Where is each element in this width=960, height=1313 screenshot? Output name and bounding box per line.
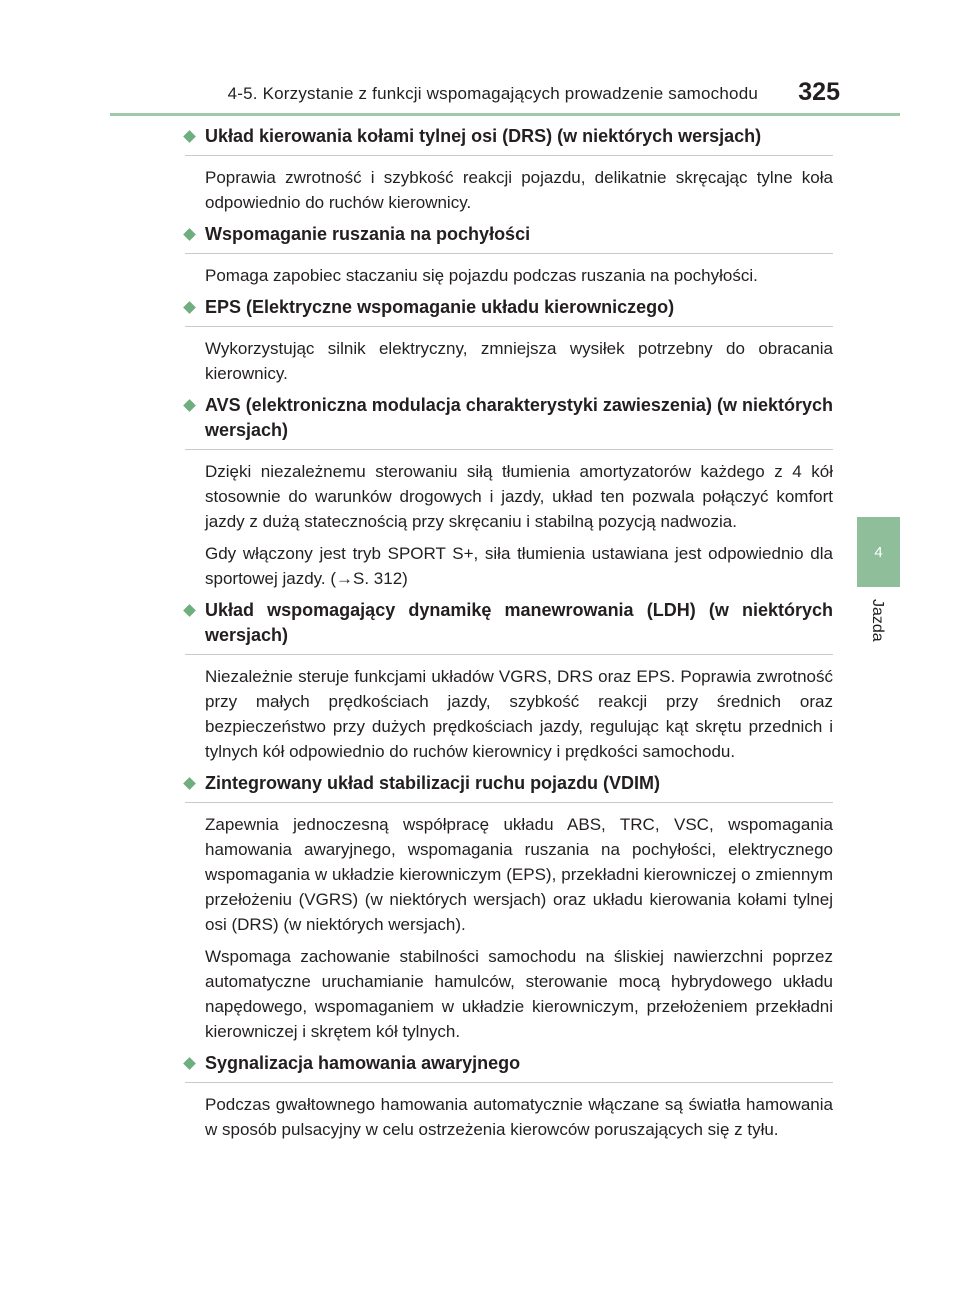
section-paragraph: Wykorzystując silnik elektryczny, zmniejsza wysiłek potrzebny do obracania kierownicy. xyxy=(205,339,833,383)
header-divider xyxy=(110,113,900,116)
section-drs xyxy=(185,124,833,215)
section-heading-text: EPS (Elektryczne wspomaganie układu kierowniczego) xyxy=(205,297,675,317)
section-paragraph: Wspomaga zachowanie stabilności samochodu na śliskiej nawierzchni poprzez automatyczne uruchamianie hamulców, sterowanie mocą hybrydowego układu napędowego, wspomaganiem w układzie kierowniczym, przełożeniem przekładni kierowniczej i skrętem kół tylnych. xyxy=(205,947,833,1041)
section-heading xyxy=(185,771,833,803)
section-paragraph: Niezależnie steruje funkcjami układów VGRS, DRS oraz EPS. Poprawia zwrotność przy małych prędkościach jazdy, szybkość reakcji przy średnich oraz bezpieczeństwo przy dużych prędkościach jazdy, regulując kąt skrętu przednich i tylnych kół odpowiednio do ruchów kierownicy i prędkości samochodu. xyxy=(205,667,833,761)
section-paragraph: Poprawia zwrotność i szybkość reakcji pojazdu, delikatnie skręcając tylne koła odpowiednio do ruchów kierownicy. xyxy=(205,168,833,212)
section-paragraph: Pomaga zapobiec staczaniu się pojazdu podczas ruszania na pochyłości. xyxy=(205,266,758,285)
section-eps xyxy=(185,295,833,386)
section-heading-text: Układ kierowania kołami tylnej osi (DRS) (w niektórych wersjach) xyxy=(205,126,762,146)
section-heading xyxy=(185,393,833,450)
section-paragraph: Gdy włączony jest tryb SPORT S+, siła tłumienia ustawiana jest odpowiednio dla sportowej jazdy. (→S. 312) xyxy=(205,544,833,588)
section-ldh xyxy=(185,598,833,764)
section-hill-start xyxy=(185,222,833,288)
section-heading xyxy=(185,222,833,254)
section-heading-text: Wspomaganie ruszania na pochyłości xyxy=(205,224,531,244)
section-heading-text: Sygnalizacja hamowania awaryjnego xyxy=(205,1053,521,1073)
diamond-bullet-icon xyxy=(183,130,196,143)
section-paragraph: Podczas gwałtownego hamowania automatycznie włączane są światła hamowania w sposób pulsacyjny w celu ostrzeżenia kierowców poruszających się z tyłu. xyxy=(205,1095,833,1139)
section-emergency-brake-signal xyxy=(185,1051,833,1142)
page-content xyxy=(185,124,833,1149)
section-heading-text: Układ wspomagający dynamikę manewrowania (LDH) (w niektórych wersjach) xyxy=(205,600,833,645)
section-heading-text: Zintegrowany układ stabilizacji ruchu pojazdu (VDIM) xyxy=(205,773,661,793)
section-paragraph: Zapewnia jednoczesną współpracę układu ABS, TRC, VSC, wspomagania hamowania awaryjnego, wspomagania ruszania na pochyłości, elektrycznego wspomagania w układzie kierowniczym (EPS), przekładni kierowniczej o zmiennym przełożeniu (VGRS) (w niektórych wersjach) oraz układu kierowania kołami tylnej osi (DRS) (w niektórych wersjach). xyxy=(205,815,833,934)
section-heading-text: AVS (elektroniczna modulacja charakterystyki zawieszenia) (w niektórych wersjach) xyxy=(205,395,833,440)
section-heading xyxy=(185,295,833,327)
diamond-bullet-icon xyxy=(183,301,196,314)
section-paragraph: Dzięki niezależnemu sterowaniu siłą tłumienia amortyzatorów każdego z 4 kół stosownie do warunków drogowych i jazdy, układ ten pozwala połączyć komfort jazdy z dużą statecznością przy skręcaniu i stabilną pozycją nadwozia. xyxy=(205,462,833,531)
section-vdim xyxy=(185,771,833,1044)
chapter-tab-number: 4 xyxy=(874,543,883,561)
page-header xyxy=(118,78,898,112)
diamond-bullet-icon xyxy=(183,228,196,241)
diamond-bullet-icon xyxy=(183,777,196,790)
diamond-bullet-icon xyxy=(183,1057,196,1070)
chapter-title: 4-5. Korzystanie z funkcji wspomagających prowadzenie samochodu xyxy=(227,84,758,103)
diamond-bullet-icon xyxy=(183,604,196,617)
chapter-tab-label: Jazda xyxy=(869,598,886,642)
diamond-bullet-icon xyxy=(183,399,196,412)
section-heading xyxy=(185,598,833,655)
chapter-tab[interactable] xyxy=(857,517,900,587)
section-heading xyxy=(185,124,833,156)
section-avs xyxy=(185,393,833,591)
section-heading xyxy=(185,1051,833,1083)
page-number: 325 xyxy=(798,78,840,106)
